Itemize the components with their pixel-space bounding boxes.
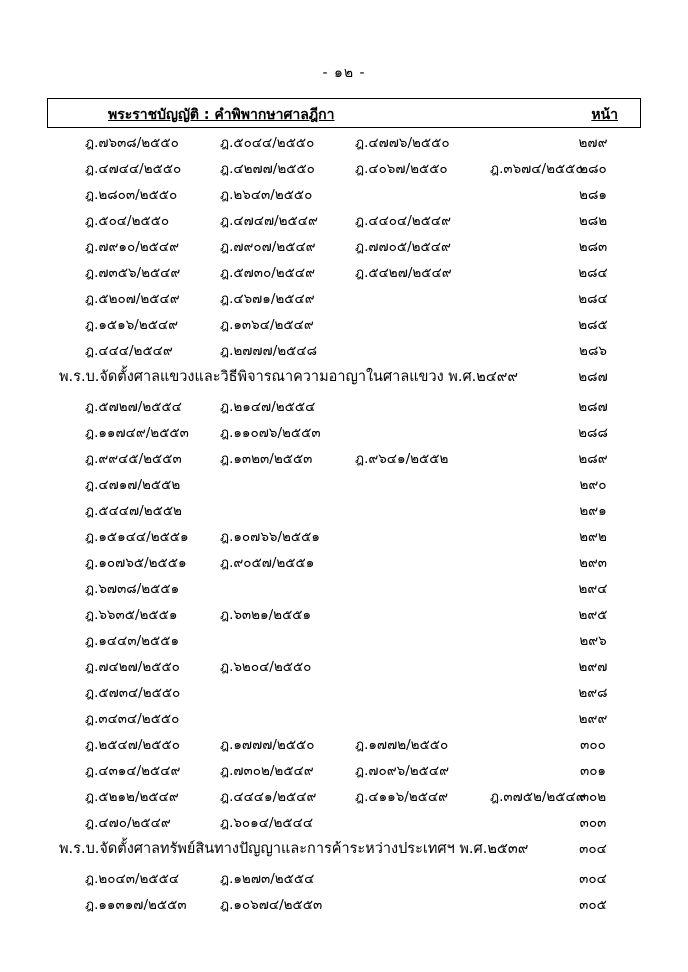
citation-group xyxy=(47,811,313,833)
table-row xyxy=(47,867,641,893)
page-number: ๒๙๗ xyxy=(578,659,608,675)
case-citation: ฎ.๓๖๗๔/๒๕๕๐ xyxy=(490,161,584,177)
case-citation: ฎ.๗๖๓๘/๒๕๕๐ xyxy=(85,135,179,151)
case-citation: ฎ.๖๖๓๕/๒๕๕๑ xyxy=(85,607,178,623)
page-number: ๒๙๑ xyxy=(579,503,607,519)
case-citation: ฎ.๔๔๔/๒๕๔๙ xyxy=(85,343,173,359)
page-number: ๒๘๑ xyxy=(579,187,607,203)
case-citation: ฎ.๕๒๑๒/๒๕๔๙ xyxy=(85,789,179,805)
case-citation: ฎ.๔๗๔๗/๒๕๔๙ xyxy=(220,213,318,229)
table-row xyxy=(47,811,641,837)
table-row xyxy=(47,183,641,209)
table-row xyxy=(47,261,641,287)
case-citation: ฎ.๙๖๔๑/๒๕๕๒ xyxy=(355,451,449,467)
table-row xyxy=(47,313,641,339)
case-citation: ฎ.๑๐๗๖๕/๒๕๕๑ xyxy=(85,555,187,571)
table-row xyxy=(47,603,641,629)
case-citation: ฎ.๔๔๔๑/๒๕๔๙ xyxy=(220,789,317,805)
table-header-page-label: หน้า xyxy=(591,107,618,123)
table-row xyxy=(47,447,641,473)
case-citation: ฎ.๒๕๔๗/๒๕๕๐ xyxy=(85,737,180,753)
case-citation: ฎ.๔๐๖๗/๒๕๕๐ xyxy=(355,161,448,177)
page-number: ๒๘๕ xyxy=(578,317,608,333)
page-number: ๒๙๔ xyxy=(578,581,608,597)
page-number: ๓๐๒ xyxy=(579,789,607,805)
case-citation: ฎ.๔๗๗๖/๒๕๕๐ xyxy=(355,135,450,151)
page-number: ๒๘๘ xyxy=(578,425,608,441)
page-number: ๒๙๕ xyxy=(578,607,608,623)
citation-group xyxy=(47,707,179,729)
citation-group xyxy=(47,785,586,807)
citation-group xyxy=(47,759,449,781)
table-row xyxy=(47,681,641,707)
page-number: ๒๘๗ xyxy=(578,369,608,385)
case-citation: ฎ.๔๖๗๑/๒๕๔๙ xyxy=(220,291,315,307)
case-citation: ฎ.๑๑๗๔๙/๒๕๕๓ xyxy=(85,425,189,441)
case-citation: ฎ.๖๓๒๑/๒๕๕๑ xyxy=(220,607,312,623)
page-number: ๒๙๖ xyxy=(579,633,607,649)
case-citation: ฎ.๔๑๑๖/๒๕๔๙ xyxy=(355,789,449,805)
case-citation: ฎ.๒๗๗๗/๒๕๔๘ xyxy=(220,343,318,359)
page-number: ๒๙๘ xyxy=(578,685,608,701)
table-row xyxy=(47,707,641,733)
case-citation: ฎ.๔๔๐๔/๒๕๔๙ xyxy=(355,213,452,229)
citation-group xyxy=(47,525,320,547)
case-citation: ฎ.๗๙๑๐/๒๕๔๙ xyxy=(85,239,179,255)
case-citation: ฎ.๑๗๗๗/๒๕๕๐ xyxy=(220,737,315,753)
section-title: พ.ร.บ.จัดตั้งศาลแขวงและวิธีพิจารณาความอาญาในศาลแขวง พ.ศ.๒๔๙๙ xyxy=(59,369,519,385)
page-number: ๒๘๒ xyxy=(578,213,608,229)
citation-group xyxy=(47,893,322,915)
case-citation: ฎ.๗๓๕๖/๒๕๔๙ xyxy=(85,265,181,281)
citation-group xyxy=(47,183,312,205)
case-citation: ฎ.๖๒๐๔/๒๕๕๐ xyxy=(220,659,312,675)
page-number: ๓๐๔ xyxy=(579,871,607,887)
case-citation: ฎ.๒๘๐๓/๒๕๕๐ xyxy=(85,187,178,203)
page-number: ๓๐๔ xyxy=(579,841,607,857)
citation-group xyxy=(47,681,180,703)
page-number: ๒๙๐ xyxy=(579,477,607,493)
case-citation: ฎ.๖๐๑๔/๒๕๔๔ xyxy=(220,815,314,831)
page-number: ๒๘๐ xyxy=(579,161,607,177)
citation-group xyxy=(47,421,321,443)
case-citation: ฎ.๑๕๑๔๔/๒๕๕๑ xyxy=(85,529,189,545)
table-row xyxy=(47,287,641,313)
citation-group xyxy=(47,395,315,417)
case-citation: ฎ.๑๗๗๒/๒๕๕๐ xyxy=(355,737,449,753)
table-row xyxy=(47,785,641,811)
page-number: ๓๐๓ xyxy=(579,815,607,831)
section-row xyxy=(47,837,641,867)
index-rows xyxy=(47,131,641,919)
page-number: ๒๘๙ xyxy=(578,451,608,467)
page-number: ๒๘๔ xyxy=(578,265,608,281)
citation-group xyxy=(47,313,314,335)
table-row xyxy=(47,577,641,603)
table-row xyxy=(47,473,641,499)
case-citation: ฎ.๗๐๙๖/๒๕๔๙ xyxy=(355,763,449,779)
case-citation: ฎ.๔๗๐/๒๕๔๙ xyxy=(85,815,171,831)
case-citation: ฎ.๕๐๔/๒๕๕๐ xyxy=(85,213,170,229)
section-row xyxy=(47,365,641,395)
table-row xyxy=(47,759,641,785)
case-citation: ฎ.๑๐๗๖๖/๒๕๕๑ xyxy=(220,529,320,545)
page-number: ๒๘๗ xyxy=(578,399,608,415)
case-citation: ฎ.๙๙๔๕/๒๕๕๓ xyxy=(85,451,182,467)
case-citation: ฎ.๑๔๔๓/๒๕๕๑ xyxy=(85,633,180,649)
case-citation: ฎ.๑๐๖๗๔/๒๕๕๓ xyxy=(220,897,323,913)
section-title: พ.ร.บ.จัดตั้งศาลทรัพย์สินทางปัญญาและการค้าระหว่างประเทศฯ พ.ศ.๒๕๓๙ xyxy=(59,841,529,857)
table-row xyxy=(47,235,641,261)
citation-group xyxy=(47,551,314,573)
citation-group xyxy=(47,235,451,257)
case-citation: ฎ.๒๖๔๓/๒๕๕๐ xyxy=(220,187,313,203)
table-row xyxy=(47,339,641,365)
case-citation: ฎ.๔๓๑๔/๒๕๔๙ xyxy=(85,763,181,779)
page-number: ๒๘๔ xyxy=(578,291,608,307)
case-citation: ฎ.๓๗๕๒/๒๕๔๙ xyxy=(490,789,586,805)
table-row xyxy=(47,421,641,447)
citation-group xyxy=(47,447,448,469)
citation-group xyxy=(47,603,311,625)
table-row xyxy=(47,733,641,759)
citation-group xyxy=(47,655,311,677)
page-number: ๓๐๐ xyxy=(580,737,606,753)
case-citation: ฎ.๗๙๐๗/๒๕๔๙ xyxy=(220,239,316,255)
page-number: ๒๙๓ xyxy=(578,555,607,571)
case-citation: ฎ.๗๓๐๒/๒๕๔๙ xyxy=(220,763,314,779)
table-row xyxy=(47,551,641,577)
table-row xyxy=(47,131,641,157)
table-row xyxy=(47,395,641,421)
case-citation: ฎ.๑๓๒๓/๒๕๕๓ xyxy=(220,451,313,467)
citation-group xyxy=(47,287,315,309)
citation-group xyxy=(47,733,448,755)
case-citation: ฎ.๑๕๑๖/๒๕๔๙ xyxy=(85,317,179,333)
case-citation: ฎ.๑๑๐๗๖/๒๕๕๓ xyxy=(220,425,321,441)
case-citation: ฎ.๕๔๒๗/๒๕๔๙ xyxy=(355,265,452,281)
case-citation: ฎ.๗๗๐๕/๒๕๔๙ xyxy=(355,239,451,255)
citation-group xyxy=(47,629,179,651)
case-citation: ฎ.๔๒๗๗/๒๕๕๐ xyxy=(220,161,315,177)
case-citation: ฎ.๕๐๔๔/๒๕๕๐ xyxy=(220,135,315,151)
table-row xyxy=(47,157,641,183)
page-number: ๒๙๙ xyxy=(578,711,608,727)
citation-group xyxy=(47,577,179,599)
table-header-title: พระราชบัญญัติ : คำพิพากษาศาลฎีกา xyxy=(108,107,335,123)
folio-number: - ๑๒ - xyxy=(322,65,366,81)
case-citation: ฎ.๖๗๓๘/๒๕๕๑ xyxy=(85,581,180,597)
citation-group xyxy=(47,209,451,231)
case-citation: ฎ.๑๒๗๓/๒๕๕๔ xyxy=(220,871,315,887)
case-citation: ฎ.๕๗๓๐/๒๕๔๙ xyxy=(220,265,315,281)
case-citation: ฎ.๕๗๒๗/๒๕๕๔ xyxy=(85,399,182,415)
table-row xyxy=(47,893,641,919)
table-row xyxy=(47,209,641,235)
page-number: ๓๐๕ xyxy=(579,897,607,913)
case-citation: ฎ.๒๐๔๓/๒๕๕๔ xyxy=(85,871,180,887)
case-citation: ฎ.๕๒๐๗/๒๕๔๙ xyxy=(85,291,180,307)
table-row xyxy=(47,629,641,655)
page-number: ๒๘๖ xyxy=(579,343,607,359)
citation-group xyxy=(47,261,452,283)
citation-group xyxy=(47,499,182,521)
citation-group xyxy=(47,157,584,179)
case-citation: ฎ.๗๔๒๗/๒๕๕๐ xyxy=(85,659,180,675)
page-number: ๒๙๒ xyxy=(579,529,607,545)
table-header-box xyxy=(47,98,641,128)
case-citation: ฎ.๙๐๕๗/๒๕๕๑ xyxy=(220,555,315,571)
case-citation: ฎ.๕๔๔๗/๒๕๕๒ xyxy=(85,503,182,519)
citation-group xyxy=(47,867,314,889)
case-citation: ฎ.๓๔๓๔/๒๕๕๐ xyxy=(85,711,180,727)
citation-group xyxy=(47,473,180,495)
page-number: ๓๐๑ xyxy=(579,763,607,779)
page-number: ๒๘๓ xyxy=(578,239,608,255)
case-citation: ฎ.๔๗๔๔/๒๕๕๐ xyxy=(85,161,182,177)
citation-group xyxy=(47,339,317,361)
case-citation: ฎ.๔๗๑๗/๒๕๕๒ xyxy=(85,477,181,493)
case-citation: ฎ.๕๗๓๔/๒๕๕๐ xyxy=(85,685,181,701)
table-row xyxy=(47,655,641,681)
case-citation: ฎ.๑๑๓๑๗/๒๕๕๓ xyxy=(85,897,187,913)
case-citation: ฎ.๒๑๔๗/๒๕๕๔ xyxy=(220,399,316,415)
page-number: ๒๗๙ xyxy=(578,135,608,151)
table-row xyxy=(47,525,641,551)
citation-group xyxy=(47,131,450,153)
table-row xyxy=(47,499,641,525)
case-citation: ฎ.๑๓๖๔/๒๕๔๙ xyxy=(220,317,314,333)
